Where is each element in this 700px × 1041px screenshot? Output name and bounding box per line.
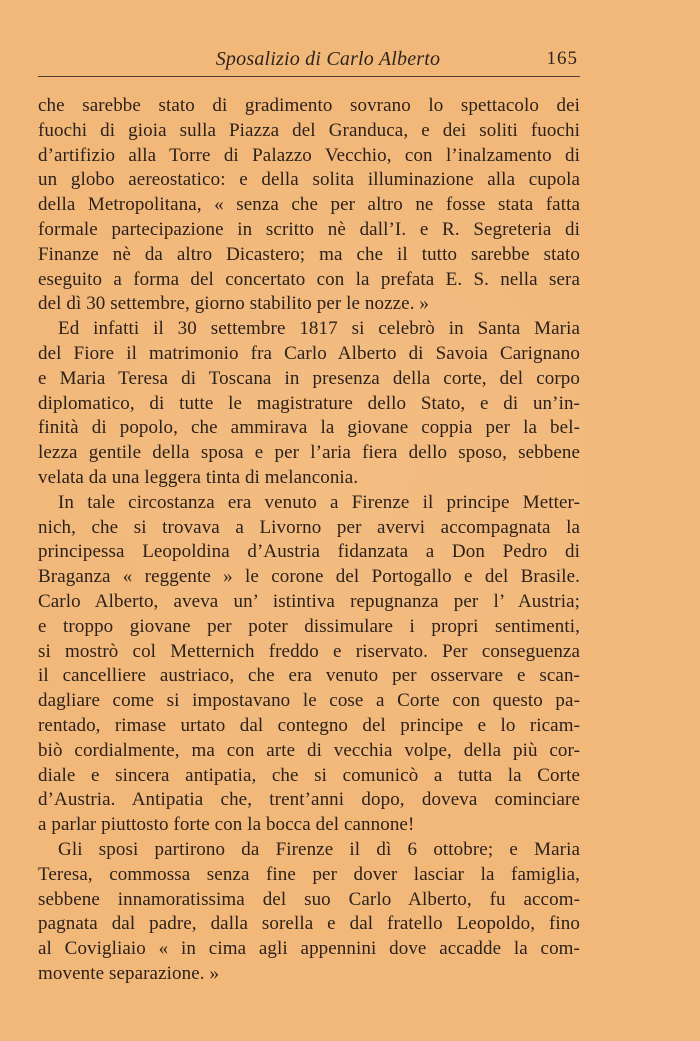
text-line: d’Austria. Antipatia che, trent’anni dopo, doveva cominciare xyxy=(38,789,580,811)
page-header xyxy=(38,48,578,76)
running-title: Sposalizio di Carlo Alberto xyxy=(215,48,441,70)
text-line: diale e sincera antipatia, che si comunicò a tutta la Corte xyxy=(38,764,580,786)
text-line: che sarebbe stato di gradimento sovrano lo spettacolo dei xyxy=(38,95,580,116)
text-line: movente separazione. » xyxy=(38,962,220,984)
text-line: pagnata dal padre, dalla sorella e dal fratello Leopoldo, fino xyxy=(38,913,580,935)
text-line: e Maria Teresa di Toscana in presenza della corte, del corpo xyxy=(38,367,580,389)
text-line: si mostrò col Metternich freddo e riservato. Per conseguenza xyxy=(38,640,580,662)
text-line: velata da una leggera tinta di melanconia. xyxy=(38,466,359,488)
body-text xyxy=(38,94,580,987)
text-line: al Covigliaio « in cima agli appennini dove accadde la com- xyxy=(38,938,580,960)
text-line: Finanze nè da altro Dicastero; ma che il tutto sarebbe stato xyxy=(38,243,580,265)
text-line: principessa Leopoldina d’Austria fidanzata a Don Pedro di xyxy=(38,541,580,563)
text-line: In tale circostanza era venuto a Firenze il principe Metter- xyxy=(58,491,580,513)
text-line: della Metropolitana, « senza che per altro ne fosse stata fatta xyxy=(38,194,580,216)
text-line: Teresa, commossa senza fine per dover lasciar la famiglia, xyxy=(38,863,580,885)
text-line: e troppo giovane per poter dissimulare i propri sentimenti, xyxy=(38,615,580,637)
text-line: rentado, rimase urtato dal contegno del principe e lo ricam- xyxy=(38,714,580,736)
text-line: eseguito a forma del concertato con la prefata E. S. nella sera xyxy=(38,268,580,290)
text-line: formale partecipazione in scritto nè dall’I. e R. Segreteria di xyxy=(38,218,580,240)
text-line: fuochi di gioia sulla Piazza del Granduca, e dei soliti fuochi xyxy=(38,119,580,141)
text-line: Carlo Alberto, aveva un’ istintiva repugnanza per l’ Austria; xyxy=(38,590,580,612)
text-line: diplomatico, di tutte le magistrature dello Stato, e di un’in- xyxy=(38,392,580,414)
text-line: Ed infatti il 30 settembre 1817 si celebrò in Santa Maria xyxy=(58,318,580,340)
text-line: il cancelliere austriaco, che era venuto per osservare e scan- xyxy=(38,665,580,687)
text-line: nich, che si trovava a Livorno per avervi accompagnata la xyxy=(38,516,580,538)
text-line: dagliare come si impostavano le cose a Corte con questo pa- xyxy=(38,690,580,712)
page-number: 165 xyxy=(546,48,578,69)
text-line: Braganza « reggente » le corone del Portogallo e del Brasile. xyxy=(38,566,580,588)
text-line: d’artifizio alla Torre di Palazzo Vecchio, con l’inalzamento di xyxy=(38,144,580,166)
text-line: un globo aereostatico: e della solita illuminazione alla cupola xyxy=(38,169,580,191)
text-line: del Fiore il matrimonio fra Carlo Alberto di Savoia Carignano xyxy=(38,342,580,364)
text-line: a parlar piuttosto forte con la bocca del cannone! xyxy=(38,814,415,836)
text-line: sebbene innamoratissima del suo Carlo Alberto, fu accom- xyxy=(38,888,580,910)
header-rule xyxy=(38,76,580,77)
text-line: finità di popolo, che ammirava la giovane coppia per la bel- xyxy=(38,417,580,439)
text-line: biò cordialmente, ma con arte di vecchia volpe, della più cor- xyxy=(38,739,580,761)
text-line: lezza gentile della sposa e per l’aria fiera dello sposo, sebbene xyxy=(38,442,580,464)
text-line: Gli sposi partirono da Firenze il dì 6 ottobre; e Maria xyxy=(58,838,580,860)
text-line: del dì 30 settembre, giorno stabilito per le nozze. » xyxy=(38,293,429,315)
